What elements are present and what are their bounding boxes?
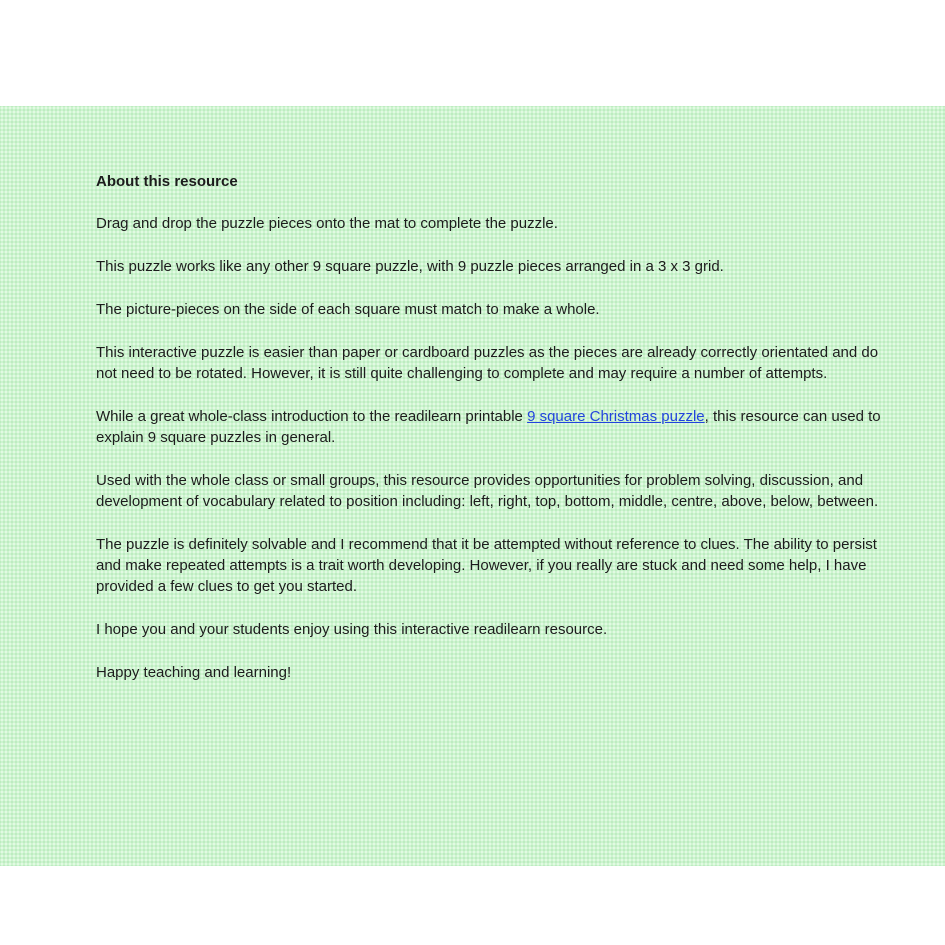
paragraph-how-it-works: This puzzle works like any other 9 square puzzle, with 9 puzzle pieces arranged in a 3 x 3 grid. (96, 258, 724, 275)
paragraph-easier: This interactive puzzle is easier than paper or cardboard puzzles as the pieces are already correctly orientated and do not need to be rotated. However, it is still quite challenging to complete and may require a number of attempts. (96, 344, 879, 382)
paragraph-drag-drop: Drag and drop the puzzle pieces onto the mat to complete the puzzle. (96, 215, 558, 232)
paragraph-solvable: The puzzle is definitely solvable and I recommend that it be attempted without reference to clues. The ability to persist and make repeated attempts is a trait worth developing. However, if you really are stuck and need some help, I have provided a few clues to get you started. (96, 536, 877, 595)
paragraph-happy: Happy teaching and learning! (96, 664, 292, 681)
christmas-puzzle-link[interactable]: 9 square Christmas puzzle (527, 408, 705, 425)
resource-slide (0, 106, 945, 866)
intro-text-before: While a great whole-class introduction to the readilearn printable (96, 408, 528, 425)
resource-description (96, 171, 896, 705)
paragraph-introduction (96, 406, 896, 448)
paragraph-picture-match: The picture-pieces on the side of each square must match to make a whole. (96, 301, 600, 318)
resource-heading: About this resource (96, 173, 238, 190)
intro-text-after: , this resource can used to explain 9 square puzzles in general. (96, 408, 881, 446)
paragraph-hope: I hope you and your students enjoy using this interactive readilearn resource. (96, 621, 608, 638)
paragraph-usage: Used with the whole class or small groups, this resource provides opportunities for problem solving, discussion, and development of vocabulary related to position including: left, right, top, bottom, middle, centre, above, below, between. (96, 472, 879, 510)
